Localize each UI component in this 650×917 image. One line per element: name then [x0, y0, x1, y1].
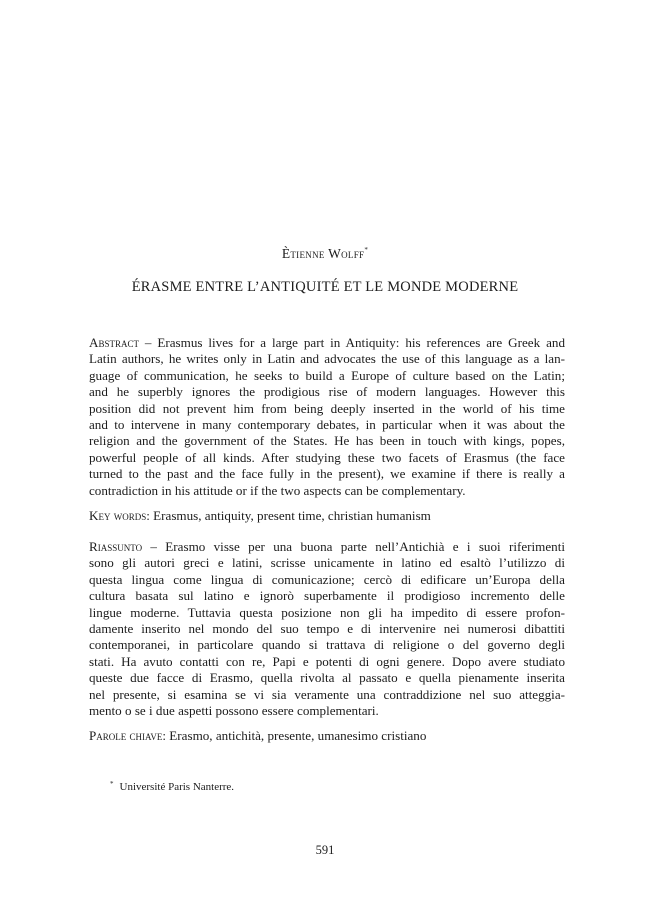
abstract-line: guage of communication, he seeks to build a Europe of culture based on the Latin; [89, 367, 565, 383]
riassunto-line: mento o se i due aspetti possono essere complementari. [89, 703, 379, 719]
riassunto-line: questa lingua come lingua di comunicazione; cercò di edificare un’Europa della [89, 571, 565, 587]
parole-chiave-label: Parole chiave [89, 728, 163, 743]
key-words-label: Key words [89, 508, 147, 523]
abstract-line: Abstract – Erasmus lives for a large part in Antiquity: his references are Greek and [89, 335, 565, 350]
riassunto-line: sono gli autori greci e latini, scrisse unicamente in latino ed esaltò l’utilizzo di [89, 555, 565, 571]
key-words [89, 508, 565, 524]
author-footnote-mark: * [364, 246, 369, 254]
abstract-line: Latin authors, he writes only in Latin and advocates the use of this language as a lan- [89, 351, 565, 367]
riassunto-line: damente inserito nel mondo del suo tempo e di intervenire nei numerosi dibattiti [89, 621, 565, 637]
author-name-text: Ètienne Wolff [281, 246, 365, 261]
riassunto-line: contemporanei, in particolare quando si trattava di religione o del governo degli [89, 637, 565, 653]
parole-chiave-text: : Erasmo, antichità, presente, umanesimo cristiano [162, 728, 427, 743]
abstract-line: and he superbly ignores the prodigious rise of modern languages. However this [89, 384, 565, 400]
footnote-text: Université Paris Nanterre. [119, 781, 235, 793]
riassunto-line: nel presente, si esamina se vi sia veramente una contraddizione nel suo atteggia- [89, 686, 565, 702]
abstract-section [89, 335, 565, 499]
riassunto-line: queste due facce di Erasmo, quella rivolta al passato e quella pienamente inserita [89, 670, 565, 686]
abstract-line: position did not prevent him from being deeply inserted in the world of his time [89, 400, 565, 416]
riassunto-section [89, 539, 565, 719]
abstract-line: turned to the past and the face fully in the present), we examine if there is really a [89, 466, 565, 482]
key-words-text: : Erasmus, antiquity, present time, christian humanism [146, 508, 431, 523]
abstract-line: contradiction in his attitude or if the two aspects can be complementary. [89, 482, 466, 498]
abstract-line: powerful people of all kinds. After studying these two facets of Erasmus (the face [89, 449, 565, 465]
abstract-line: religion and the government of the States. He has been in touch with kings, popes, [89, 433, 565, 449]
page-number: 591 [315, 843, 335, 857]
footnote [110, 780, 234, 793]
abstract-label: Abstract [89, 335, 139, 350]
riassunto-line: lingue moderne. Tuttavia questa posizione non gli ha impedito di essere profon- [89, 604, 565, 620]
riassunto-line: stati. Ha avuto contatti con re, Papi e potenti di ogni genere. Dopo avere studiato [89, 653, 565, 669]
parole-chiave [89, 728, 565, 744]
author-name [0, 246, 650, 262]
riassunto-line: Riassunto – Erasmo visse per una buona parte nell’Antichià e i suoi riferimenti [89, 539, 565, 554]
article-title: ÉRASME ENTRE L’ANTIQUITÉ ET LE MONDE MODERNE [131, 279, 519, 295]
footnote-mark: * [110, 780, 114, 788]
riassunto-label: Riassunto [89, 539, 143, 554]
riassunto-line: cultura basata sul latino e ignorò superbamente il prodigioso incremento delle [89, 588, 565, 604]
abstract-line: and to intervene in many contemporary debates, in particular when it was about the [89, 417, 565, 433]
